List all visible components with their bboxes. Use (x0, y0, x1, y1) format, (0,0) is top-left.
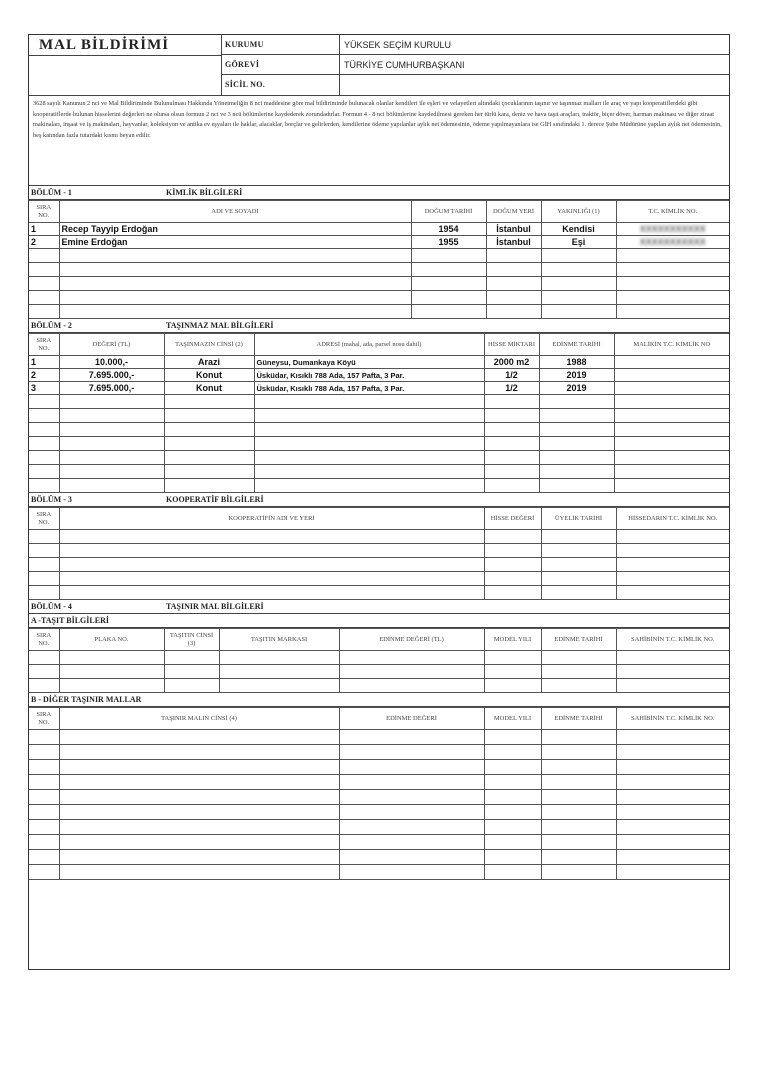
table-row (29, 835, 729, 850)
real-estate-table (29, 333, 729, 493)
col-header: SAHİBİNİN T.C. KİMLİK NO. (616, 708, 729, 730)
table-row (29, 760, 729, 775)
table-row (29, 544, 729, 558)
table-row (29, 865, 729, 880)
col-header: MODEL YILI (484, 629, 541, 651)
declaration-form (28, 34, 730, 970)
col-header: HİSSE DEĞERİ (484, 508, 541, 530)
cell-value: 10.000,- (59, 356, 164, 369)
col-header: SAHİBİNİN T.C. KİMLİK NO. (616, 629, 729, 651)
section-2-name: TAŞINMAZ MAL BİLGİLERİ (166, 321, 274, 330)
section-2-number: BÖLÜM - 2 (31, 321, 72, 330)
cell-sira: 2 (29, 236, 59, 249)
vehicle-table (29, 628, 729, 693)
table-header-row (29, 334, 729, 356)
identity-table (29, 200, 729, 319)
section-3-name: KOOPERATİF BİLGİLERİ (166, 495, 264, 504)
cell-relation: Kendisi (541, 223, 616, 236)
col-header: SIRA NO. (29, 201, 59, 223)
table-row (29, 382, 729, 395)
table-row (29, 850, 729, 865)
table-row (29, 249, 729, 263)
col-header: T.C. KİMLİK NO. (616, 201, 729, 223)
subsection-b-title: B - DİĞER TAŞINIR MALLAR (29, 693, 729, 707)
cell-share: 1/2 (484, 382, 539, 395)
cell-owner-tc (614, 382, 729, 395)
table-row (29, 451, 729, 465)
col-header: DOĞUM YERİ (486, 201, 541, 223)
col-header: HİSSE MİKTARI (484, 334, 539, 356)
cell-share: 2000 m2 (484, 356, 539, 369)
cell-birth-date: 1954 (411, 223, 486, 236)
table-row (29, 790, 729, 805)
cell-owner-tc (614, 356, 729, 369)
cell-acq-date: 2019 (539, 369, 614, 382)
table-row (29, 277, 729, 291)
value-gorevi: TÜRKİYE CUMHURBAŞKANI (340, 55, 729, 75)
section-1-title (29, 186, 729, 200)
col-header: KOOPERATİFİN ADI VE YERİ (59, 508, 484, 530)
cell-birth-date: 1955 (411, 236, 486, 249)
section-4-title (29, 600, 729, 614)
table-row (29, 465, 729, 479)
value-sicil (340, 75, 729, 95)
cell-tc-redacted: XXXXXXXXXXX (616, 223, 729, 236)
section-4-name: TAŞINIR MAL BİLGİLERİ (166, 602, 264, 611)
table-row (29, 558, 729, 572)
table-header-row (29, 508, 729, 530)
col-header: SIRA NO. (29, 334, 59, 356)
table-row (29, 679, 729, 693)
cell-tc-redacted: XXXXXXXXXXX (616, 236, 729, 249)
table-row (29, 805, 729, 820)
table-row (29, 409, 729, 423)
cell-acq-date: 1988 (539, 356, 614, 369)
section-3-title (29, 493, 729, 507)
col-header: EDİNME TARİHİ (541, 708, 616, 730)
cell-birth-place: İstanbul (486, 236, 541, 249)
other-movables-table (29, 707, 729, 880)
col-header: PLAKA NO. (59, 629, 164, 651)
col-header: SIRA NO. (29, 508, 59, 530)
cell-acq-date: 2019 (539, 382, 614, 395)
cell-sira: 3 (29, 382, 59, 395)
header-title-cell (29, 35, 222, 95)
table-row (29, 651, 729, 665)
col-header: TAŞINIR MALIN CİNSİ (4) (59, 708, 339, 730)
table-row (29, 423, 729, 437)
cell-relation: Eşi (541, 236, 616, 249)
table-header-row (29, 708, 729, 730)
col-header: MALİKİN T.C. KİMLİK NO (614, 334, 729, 356)
table-row (29, 775, 729, 790)
form-header (29, 35, 729, 96)
label-gorevi: GÖREVİ (222, 55, 339, 75)
cell-type: Arazi (164, 356, 254, 369)
cell-sira: 1 (29, 356, 59, 369)
cell-value: 7.695.000,- (59, 382, 164, 395)
header-values (340, 35, 729, 95)
label-sicil: SİCİL NO. (225, 80, 266, 89)
table-row (29, 586, 729, 600)
cell-name: Emine Erdoğan (59, 236, 411, 249)
table-row (29, 572, 729, 586)
col-header: ADI VE SOYADI (59, 201, 411, 223)
col-header: EDİNME DEĞERİ (TL) (339, 629, 484, 651)
table-row (29, 437, 729, 451)
col-header: ADRESİ (mahal, ada, parsel nosu dahil) (254, 334, 484, 356)
cell-birth-place: İstanbul (486, 223, 541, 236)
section-1-number: BÖLÜM - 1 (31, 188, 72, 197)
cell-address: Üsküdar, Kısıklı 788 Ada, 157 Pafta, 3 Par. (254, 369, 484, 382)
value-kurumu: YÜKSEK SEÇİM KURULU (340, 35, 729, 55)
cell-address: Üsküdar, Kısıklı 788 Ada, 157 Pafta, 3 Par. (254, 382, 484, 395)
col-header: SIRA NO. (29, 629, 59, 651)
cell-type: Konut (164, 382, 254, 395)
section-4-number: BÖLÜM - 4 (31, 602, 72, 611)
cell-name: Recep Tayyip Erdoğan (59, 223, 411, 236)
col-header: MODEL YILI (484, 708, 541, 730)
col-header: EDİNME TARİHİ (539, 334, 614, 356)
cell-share: 1/2 (484, 369, 539, 382)
cell-sira: 2 (29, 369, 59, 382)
label-kurumu: KURUMU (222, 35, 339, 55)
table-row (29, 305, 729, 319)
table-row (29, 530, 729, 544)
table-row (29, 745, 729, 760)
col-header: EDİNME DEĞERİ (339, 708, 484, 730)
form-title: MAL BİLDİRİMİ (29, 35, 221, 56)
col-header: HİSSEDARIN T.C. KİMLİK NO. (616, 508, 729, 530)
table-row (29, 236, 729, 249)
col-header: SIRA NO. (29, 708, 59, 730)
section-1-name: KİMLİK BİLGİLERİ (166, 188, 243, 197)
table-row (29, 356, 729, 369)
cell-address: Güneysu, Dumankaya Köyü (254, 356, 484, 369)
cell-value: 7.695.000,- (59, 369, 164, 382)
table-row (29, 665, 729, 679)
header-labels (222, 35, 340, 95)
col-header: DOĞUM TARİHİ (411, 201, 486, 223)
intro-paragraph: 3628 sayılı Kanunun 2 nci ve Mal Bildiriminde Bulunulması Hakkında Yönetmeliğin 8 nci maddesine göre mal bildiriminde bulunacak olanlar kendileri ile eşleri ve velayetleri altındaki çocuklarının taşınır ve taşınmaz malları ile araç ve yapı kooperatiflerdeki gibi kooperatiflerde bulunan hisselerini değerleri ne olursa olsun formun 2 nci ve 3 ncü bölümlerine kaydederek zorundadırlar. Formun 4 - 8 nci bölümlerine kaydedilmesi gereken her türlü kara, deniz ve hava taşıt araçları, traktör, biçer döver, harman makinası ve diğer ziraat makinaları, inşaat ve iş makinaları, hayvanlar, koleksiyon ve antika ev eşyaları ile haklar, alacaklar, borçlar ve gelirlerden, kendilerine ödeme yapılanlar aylık net ödemesinin, ödeme yapılmayanlara ise GİH sınıfındaki 1. derece Şube Müdürüne yapılan aylık net ödemesinin, beş katından fazla tutardaki kısmı beyan edilir. (29, 96, 729, 186)
subsection-a-title: A -TAŞIT BİLGİLERİ (29, 614, 729, 628)
section-2-title (29, 319, 729, 333)
table-row (29, 820, 729, 835)
table-row (29, 223, 729, 236)
section-3-number: BÖLÜM - 3 (31, 495, 72, 504)
col-header: YAKINLIĞI (1) (541, 201, 616, 223)
table-row (29, 479, 729, 493)
col-header: TAŞITIN MARKASI (219, 629, 339, 651)
col-header: EDİNME TARİHİ (541, 629, 616, 651)
table-row (29, 369, 729, 382)
table-row (29, 263, 729, 277)
table-header-row (29, 629, 729, 651)
col-header: ÜYELİK TARİHİ (541, 508, 616, 530)
cell-sira: 1 (29, 223, 59, 236)
table-header-row (29, 201, 729, 223)
col-header: DEĞERİ (TL) (59, 334, 164, 356)
table-row (29, 291, 729, 305)
col-header: TAŞINMAZIN CİNSİ (2) (164, 334, 254, 356)
cooperative-table (29, 507, 729, 600)
table-row (29, 395, 729, 409)
table-row (29, 730, 729, 745)
cell-type: Konut (164, 369, 254, 382)
cell-owner-tc (614, 369, 729, 382)
col-header: TAŞITIN CİNSİ (3) (164, 629, 219, 651)
